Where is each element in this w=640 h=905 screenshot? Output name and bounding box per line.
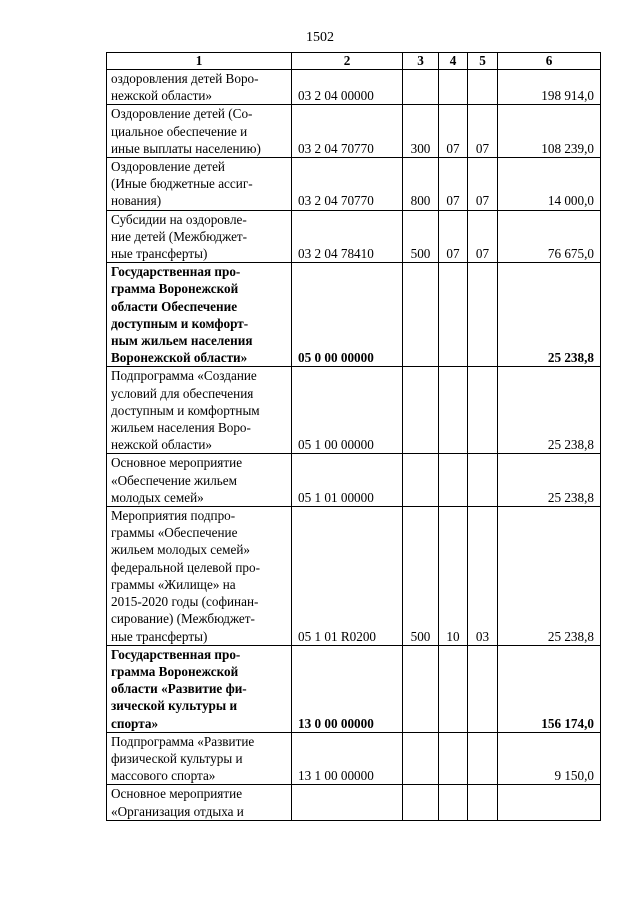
row-code-cell: 05 0 00 00000 [292,263,403,367]
row-col3-cell [403,263,439,367]
row-name-cell: Мероприятия подпро- граммы «Обеспечение жильем молодых семей» федеральной целевой про- граммы «Жилище» на 2015-2020 годы (софинан- сирование) (Межбюджет- ные трансферты) [107,507,292,646]
table-body [107,70,601,821]
row-col5-cell: 07 [468,105,498,158]
row-code-cell: 05 1 01 00000 [292,454,403,507]
row-col3-cell [403,645,439,732]
table-row [107,454,601,507]
row-name-cell: Основное мероприятие «Обеспечение жильем молодых семей» [107,454,292,507]
page-number: 1502 [306,30,334,45]
table-row [107,507,601,646]
row-code-cell: 05 1 00 00000 [292,367,403,454]
row-code-cell: 03 2 04 78410 [292,210,403,263]
row-code-cell [292,785,403,820]
row-col5-cell [468,454,498,507]
row-col3-cell [403,367,439,454]
row-name-cell: Оздоровление детей (Иные бюджетные ассиг- нования) [107,158,292,211]
table-row [107,645,601,732]
row-col3-cell: 300 [403,105,439,158]
column-header: 5 [468,53,498,70]
row-col4-cell: 07 [439,105,468,158]
column-header: 2 [292,53,403,70]
column-header: 6 [498,53,601,70]
row-col5-cell [468,70,498,105]
row-sum-cell: 25 238,8 [498,263,601,367]
row-col4-cell [439,732,468,785]
row-name-cell: Государственная про- грамма Воронежской области «Развитие фи- зической культуры и спорта» [107,645,292,732]
row-col4-cell: 10 [439,507,468,646]
table-row [107,158,601,211]
row-code-cell: 03 2 04 70770 [292,105,403,158]
row-sum-cell [498,785,601,820]
row-col5-cell: 07 [468,158,498,211]
row-code-cell: 13 0 00 00000 [292,645,403,732]
row-sum-cell: 156 174,0 [498,645,601,732]
row-name-cell: Государственная про- грамма Воронежской области Обеспечение доступным и комфорт- ным жильем населения Воронежской области» [107,263,292,367]
table-row [107,732,601,785]
row-name-cell: Основное мероприятие «Организация отдыха и [107,785,292,820]
row-col5-cell [468,732,498,785]
row-sum-cell: 25 238,8 [498,454,601,507]
row-col4-cell: 07 [439,158,468,211]
column-header: 4 [439,53,468,70]
row-sum-cell: 25 238,8 [498,507,601,646]
row-name-cell: оздоровления детей Воро- нежской области» [107,70,292,105]
column-header: 3 [403,53,439,70]
row-sum-cell: 14 000,0 [498,158,601,211]
row-col3-cell [403,454,439,507]
row-col3-cell [403,785,439,820]
row-col3-cell: 500 [403,210,439,263]
row-sum-cell: 9 150,0 [498,732,601,785]
row-col4-cell: 07 [439,210,468,263]
column-header: 1 [107,53,292,70]
row-col3-cell: 800 [403,158,439,211]
row-col4-cell [439,263,468,367]
row-name-cell: Подпрограмма «Развитие физической культуры и массового спорта» [107,732,292,785]
row-sum-cell: 108 239,0 [498,105,601,158]
row-col5-cell: 03 [468,507,498,646]
row-name-cell: Подпрограмма «Создание условий для обеспечения доступным и комфортным жильем населения Воро- нежской области» [107,367,292,454]
row-code-cell: 13 1 00 00000 [292,732,403,785]
row-col5-cell [468,367,498,454]
row-col5-cell: 07 [468,210,498,263]
row-col3-cell: 500 [403,507,439,646]
row-code-cell: 03 2 04 00000 [292,70,403,105]
row-code-cell: 03 2 04 70770 [292,158,403,211]
row-col4-cell [439,454,468,507]
row-col4-cell [439,645,468,732]
row-col3-cell [403,732,439,785]
row-col3-cell [403,70,439,105]
table-row [107,105,601,158]
row-sum-cell: 25 238,8 [498,367,601,454]
table-row [107,785,601,820]
row-col4-cell [439,785,468,820]
budget-table [106,52,601,821]
row-code-cell: 05 1 01 R0200 [292,507,403,646]
table-header-row [107,53,601,70]
row-name-cell: Субсидии на оздоровле- ние детей (Межбюджет- ные трансферты) [107,210,292,263]
table-row [107,263,601,367]
row-col4-cell [439,70,468,105]
table-row [107,70,601,105]
row-sum-cell: 198 914,0 [498,70,601,105]
row-col5-cell [468,645,498,732]
row-sum-cell: 76 675,0 [498,210,601,263]
row-name-cell: Оздоровление детей (Со- циальное обеспечение и иные выплаты населению) [107,105,292,158]
row-col5-cell [468,785,498,820]
row-col5-cell [468,263,498,367]
table-row [107,210,601,263]
row-col4-cell [439,367,468,454]
table-row [107,367,601,454]
